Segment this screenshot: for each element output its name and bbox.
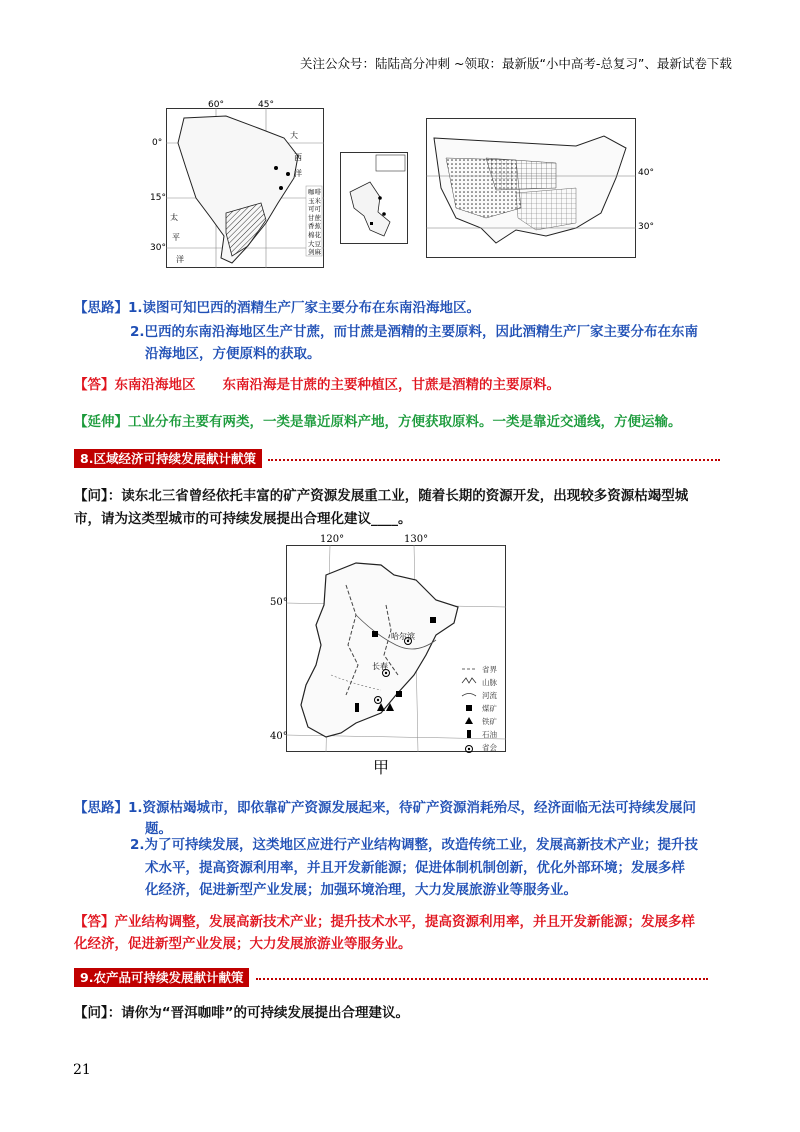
- answer-tag: 【答】: [74, 377, 115, 393]
- legend-item: 棉花: [308, 230, 321, 239]
- question-line-2: 市，请为这类型城市的可持续发展提出合理化建议____。: [74, 511, 412, 527]
- northeast-china-map: [270, 534, 506, 752]
- lat-40-label: 40°: [638, 168, 654, 178]
- answer-text: 产业结构调整，发展高新技术产业；提升技术水平，提高资源利用率，并且开发新能源；发展多样: [114, 914, 695, 930]
- legend-item: 山脉: [482, 678, 497, 687]
- legend-item: 煤矿: [482, 704, 497, 713]
- page-number: 21: [73, 1062, 91, 1078]
- section-9-divider: [256, 978, 708, 980]
- legend-item: 河流: [482, 691, 497, 700]
- legend-item: 省界: [482, 665, 497, 674]
- legend-item: 剑麻: [308, 248, 321, 257]
- ocean-label: 太: [170, 213, 178, 222]
- silu-line-3: 2.为了可持续发展，这类地区应进行产业结构调整，改造传统工业，发展高新技术产业；提升技: [130, 837, 699, 853]
- extension-line: [74, 410, 682, 430]
- brazil-map: [150, 100, 324, 268]
- question-line: [74, 1001, 409, 1021]
- legend-item: 甘蔗: [308, 213, 321, 222]
- question-tag: 【问】: [74, 1005, 108, 1021]
- lat-40-label: 40°: [270, 731, 288, 742]
- city-changchun: 长春: [372, 662, 388, 671]
- section-9-title: 9.农产品可持续发展献计献策: [74, 968, 249, 987]
- usa-map-drawing: [426, 118, 636, 258]
- city-harbin: 哈尔滨: [391, 632, 415, 641]
- lon-120-label: 120°: [320, 534, 345, 545]
- silu-line-1: [74, 296, 480, 316]
- map-caption: 甲: [373, 758, 390, 777]
- usa-map: [426, 118, 654, 258]
- lon-130-label: 130°: [404, 534, 429, 545]
- legend-item: 铁矿: [482, 717, 497, 726]
- map-legend: [482, 663, 497, 754]
- legend-item: 可可: [308, 205, 321, 214]
- silu-line-4: 术水平，提高资源利用率，并且开发新能源；促进体制机制创新，优化外部环境；发展多样: [145, 860, 685, 876]
- lon-45-label: 45°: [258, 100, 274, 110]
- silu-text: 1.资源枯竭城市，即依靠矿产资源发展起来，待矿产资源消耗殆尽，经济面临无法可持续发展问: [128, 800, 697, 816]
- silu-line-2: 题。: [145, 821, 172, 837]
- answer-line: [74, 373, 560, 393]
- legend-item: 香蕉: [308, 222, 321, 231]
- question-tag: 【问】: [74, 488, 108, 504]
- legend-item: 省会: [482, 743, 497, 752]
- legend-item: 石油: [482, 730, 497, 739]
- silu-tag: 【思路】: [74, 800, 128, 816]
- lat-50-label: 50°: [270, 597, 288, 608]
- question-line-1: [74, 484, 688, 504]
- ocean-label: 洋: [294, 169, 302, 178]
- answer-tag: 【答】: [74, 914, 115, 930]
- section-8-title: 8.区域经济可持续发展献计献策: [74, 449, 262, 468]
- inset-map-drawing: [340, 152, 408, 244]
- lon-60-label: 60°: [208, 100, 224, 110]
- crop-legend: [308, 188, 321, 257]
- answer-text: 东南沿海地区 东南沿海是甘蔗的主要种植区，甘蔗是酒精的主要原料。: [114, 377, 560, 393]
- silu-line-1: [74, 796, 696, 816]
- silu-text: 1.读图可知巴西的酒精生产厂家主要分布在东南沿海地区。: [128, 300, 481, 316]
- silu-tag: 【思路】: [74, 300, 128, 316]
- legend-symbols: [460, 663, 480, 758]
- lat-30-label: 30°: [150, 243, 166, 253]
- lat-15-label: 15°: [150, 193, 166, 203]
- inset-map: [340, 152, 408, 244]
- ocean-label: 平: [172, 233, 180, 242]
- ocean-label: 洋: [176, 255, 184, 264]
- silu-line-5: 化经济，促进新型产业发展；加强环境治理，大力发展旅游业等服务业。: [145, 882, 577, 898]
- answer-line-2: 化经济，促进新型产业发展；大力发展旅游业等服务业。: [74, 936, 412, 952]
- silu-line-2: 2.巴西的东南沿海地区生产甘蔗，而甘蔗是酒精的主要原料，因此酒精生产厂家主要分布在东南: [130, 324, 699, 340]
- extension-tag: 【延伸】: [74, 414, 128, 430]
- silu-line-3: 沿海地区，方便原料的获取。: [145, 346, 321, 362]
- legend-item: 大豆: [308, 239, 321, 248]
- question-text: ：请你为“晋洱咖啡”的可持续发展提出合理建议。: [107, 1005, 409, 1021]
- brazil-map-drawing: [166, 108, 324, 268]
- ocean-label: 西: [294, 153, 302, 162]
- ocean-label: 大: [290, 131, 298, 140]
- lat-0-label: 0°: [152, 138, 163, 148]
- lat-30-label: 30°: [638, 222, 654, 232]
- legend-item: 咖啡: [308, 188, 321, 196]
- question-text: ：读东北三省曾经依托丰富的矿产资源发展重工业，随着长期的资源开发，出现较多资源枯竭型城: [107, 488, 689, 504]
- section-8-divider: [268, 459, 720, 461]
- page-header: 关注公众号：陆陆高分冲刺 ~领取：最新版“小中高考-总复习”、最新试卷下载: [300, 56, 732, 71]
- answer-line-1: [74, 910, 695, 930]
- extension-text: 工业分布主要有两类，一类是靠近原料产地，方便获取原料。一类是靠近交通线，方便运输。: [128, 414, 682, 430]
- legend-item: 玉米: [308, 196, 321, 205]
